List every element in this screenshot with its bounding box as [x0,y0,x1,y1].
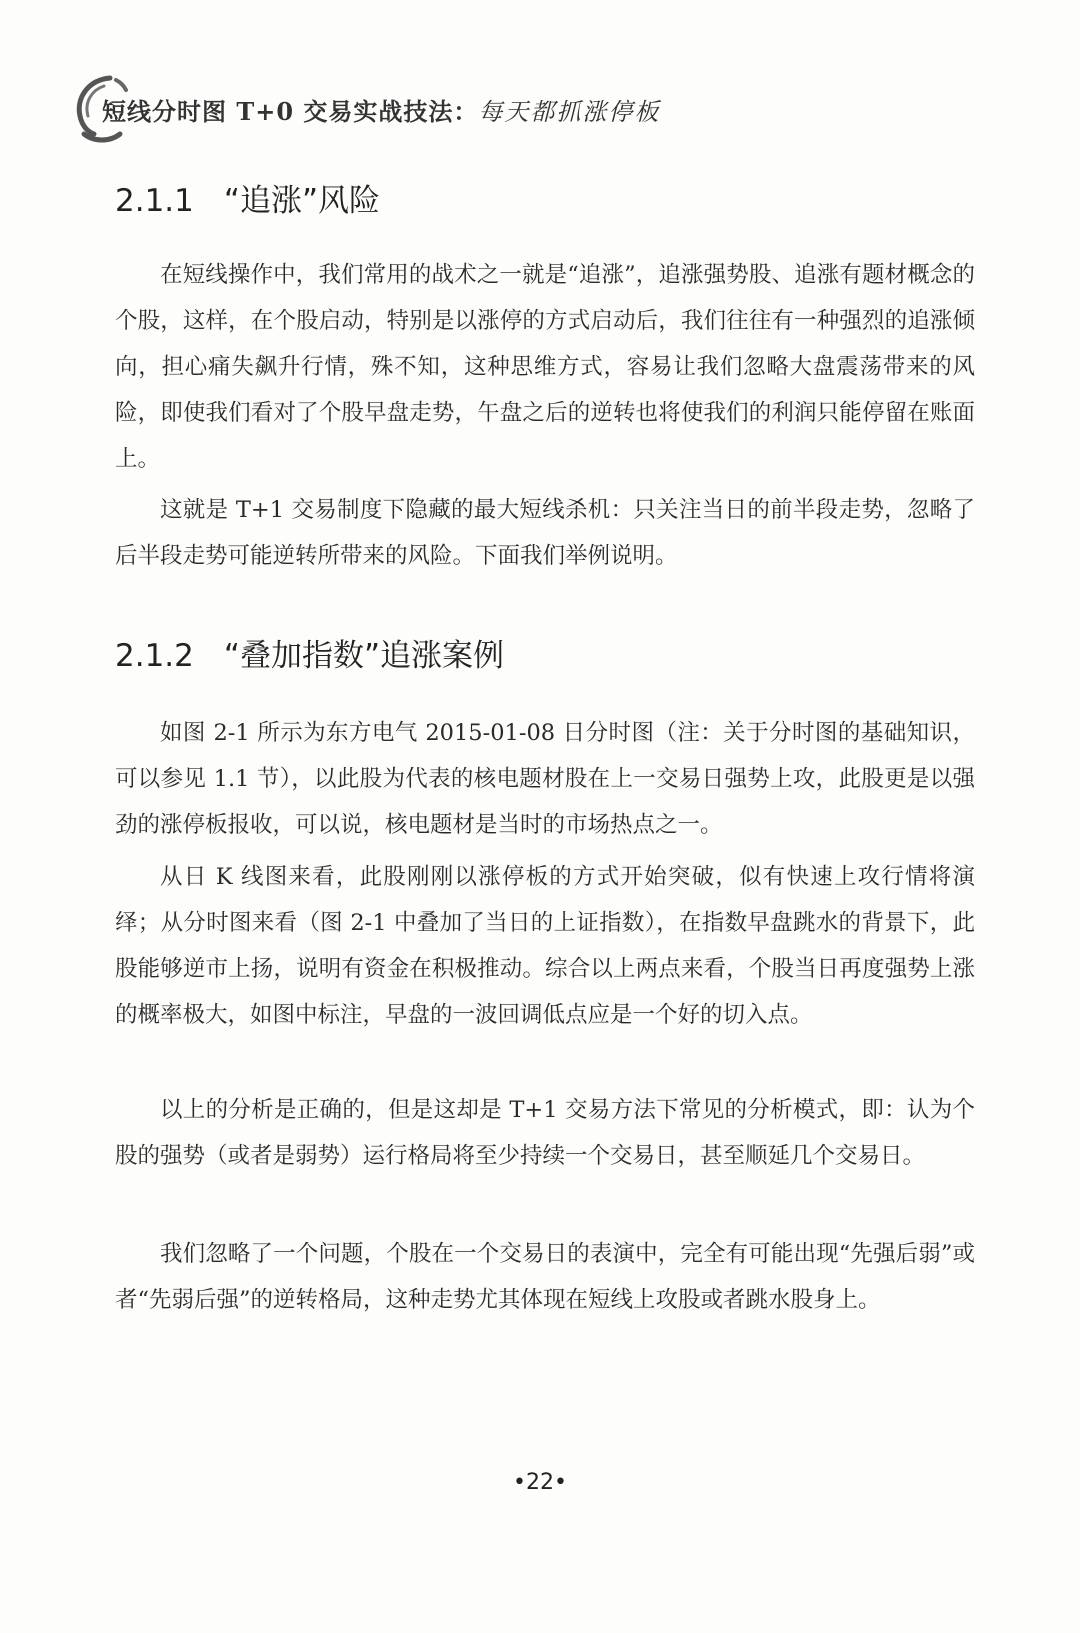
paragraph: 在短线操作中，我们常用的战术之一就是“追涨”，追涨强势股、追涨有题材概念的个股，这样，在个股启动，特别是以涨停的方式启动后，我们往往有一种强烈的追涨倾向，担心痛失飙升行情，殊不知，这种思维方式，容易让我们忽略大盘震荡带来的风险，即使我们看对了个股早盘走势，午盘之后的逆转也将使我们的利润只能停留在账面上。 [115,262,975,472]
paragraph: 如图 2-1 所示为东方电气 2015-01-08 日分时图（注：关于分时图的基础知识，可以参见 1.1 节），以此股为代表的核电题材股在上一交易日强势上攻，此股更是以强劲的涨停板报收，可以说，核电题材是当时的市场热点之一。 [115,720,975,838]
paragraph: 我们忽略了一个问题，个股在一个交易日的表演中，完全有可能出现“先强后弱”或者“先弱后强”的逆转格局，这种走势尤其体现在短线上攻股或者跳水股身上。 [115,1241,975,1313]
section-title: “叠加指数”追涨案例 [223,638,505,674]
paragraph: 以上的分析是正确的，但是这却是 T+1 交易方法下常见的分析模式，即：认为个股的强势（或者是弱势）运行格局将至少持续一个交易日，甚至顺延几个交易日。 [115,1097,975,1169]
running-header [70,68,830,148]
book-subtitle: 每天都抓涨停板 [478,98,661,126]
paragraph: 这就是 T+1 交易制度下隐藏的最大短线杀机：只关注当日的前半段走势，忽略了后半段走势可能逆转所带来的风险。下面我们举例说明。 [115,497,975,569]
paragraph: 从日 K 线图来看，此股刚刚以涨停板的方式开始突破，似有快速上攻行情将演绎；从分时图来看（图 2-1 中叠加了当日的上证指数），在指数早盘跳水的背景下，此股能够逆市上扬，说明有资金在积极推动。综合以上两点来看，个股当日再度强势上涨的概率极大，如图中标注，早盘的一波回调低点应是一个好的切入点。 [115,864,975,1028]
page-number: •22• [513,1470,567,1495]
book-title-main: 短线分时图 T+0 交易实战技法： [102,97,479,126]
book-title [102,92,660,127]
section-heading-2-1-2 [115,630,504,675]
section-number: 2.1.2 [115,638,194,674]
section-number: 2.1.1 [115,183,194,219]
section-title: “追涨”风险 [223,183,381,219]
section-heading-2-1-1 [115,175,380,220]
